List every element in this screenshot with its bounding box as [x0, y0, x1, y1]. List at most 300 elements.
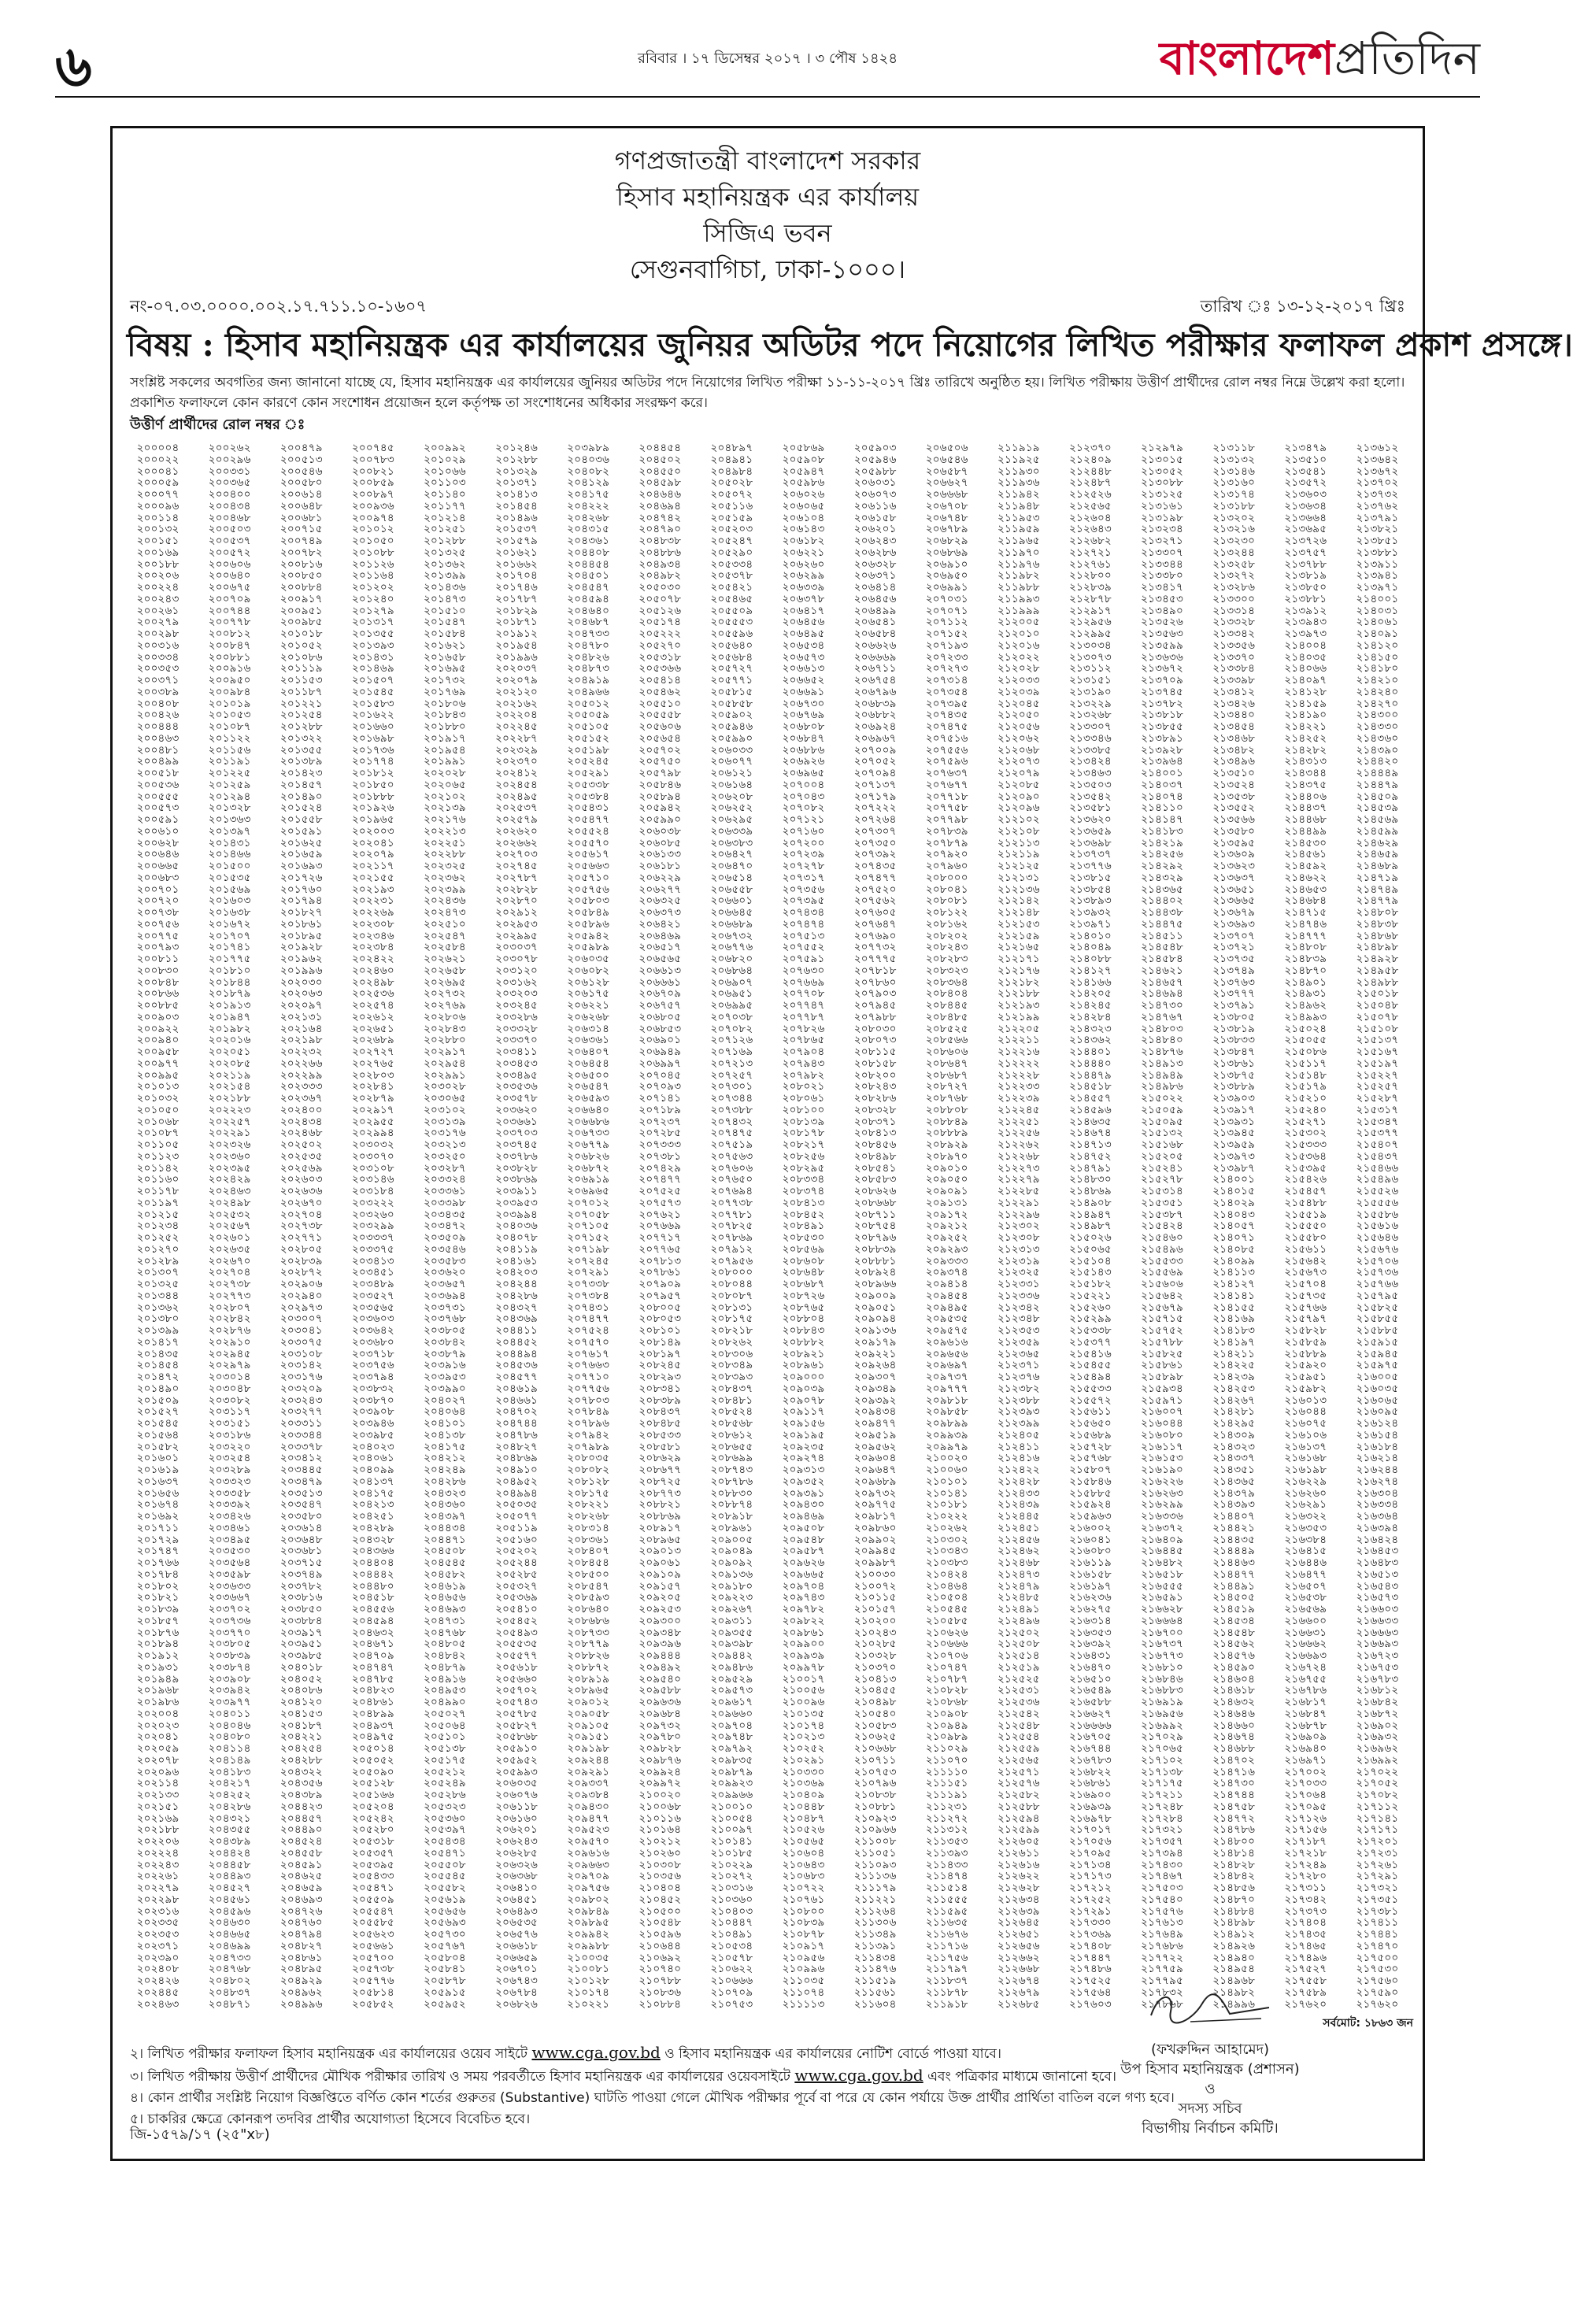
roll-number: ২০২৩৭১	[136, 1939, 180, 1952]
roll-number: ২১৩২২৯	[1069, 697, 1112, 710]
header-line-2: হিসাব মহানিয়ন্ত্রক এর কার্যালয়	[616, 182, 920, 212]
roll-number: ২১৩৯০৩	[1212, 1092, 1256, 1105]
roll-number: ২০১৩৪৪	[136, 1289, 180, 1302]
roll-number: ২১৪৩২৯	[1141, 871, 1183, 884]
roll-number: ২১৬৯৪০	[1284, 1742, 1327, 1755]
header-line-4: সেগুনবাগিচা, ঢাকা-১০০০।	[629, 254, 906, 284]
roll-number: ২১৭২৬১	[1356, 1858, 1399, 1871]
roll-number: ২০২৪৩৬	[424, 894, 466, 908]
roll-number: ২১৩৮৫০	[1284, 581, 1327, 594]
roll-number: ২০১২২৫	[208, 767, 251, 779]
roll-number: ২০২৯৪০	[279, 1289, 323, 1302]
roll-number: ২১২৫৪৮	[997, 1719, 1040, 1732]
roll-number: ২০৬২০৮	[710, 790, 753, 803]
roll-number: ২০৪১২০	[279, 1696, 323, 1708]
roll-number: ২০৯৫৩৫	[925, 1312, 968, 1326]
website-link-2[interactable]: www.cga.gov.bd	[794, 2066, 923, 2085]
roll-number: ২০৮৯৬৫	[638, 1533, 682, 1546]
roll-number: ২০৪৩৮৯	[279, 1789, 323, 1801]
roll-number: ২১৭৫২৫	[1069, 1974, 1112, 1987]
roll-number: ২০২৮০৭	[208, 1301, 251, 1314]
signature-icon	[1143, 1984, 1277, 2031]
roll-number: ২০৫৮৪১	[424, 1963, 466, 1976]
roll-number: ২০৭০৮২	[710, 1022, 753, 1035]
roll-number: ২১৪৬৫৭	[1141, 975, 1183, 989]
roll-number: ২০০১৮৮	[136, 557, 180, 571]
roll-number: ২০৬০৩৩	[710, 743, 753, 757]
roll-number: ২১২১০৮	[997, 824, 1040, 838]
newspaper-logo	[1160, 24, 1480, 100]
roll-number: ২১৭২১১	[1141, 1789, 1183, 1801]
roll-number: ২১২৬৩৪	[997, 1893, 1040, 1906]
roll-number: ২০৩৬৪২	[351, 1324, 394, 1337]
roll-number: ২০৯৮৭৬	[638, 1753, 682, 1767]
roll-number: ২০৫২০২	[495, 1545, 539, 1558]
roll-number: ২০৭৭৫৮	[925, 801, 968, 815]
roll-number: ২০৯৩৯৮	[710, 1638, 753, 1651]
roll-number: ২০১২৮৯	[136, 1254, 180, 1267]
roll-number: ২১০০৬০	[925, 1464, 968, 1476]
roll-number: ২০৭৪৩৪	[782, 906, 825, 919]
roll-number: ২১৪১৫৫	[1212, 1301, 1256, 1314]
roll-number: ২১৩৩১৪	[1212, 604, 1256, 617]
roll-number: ২১৩৩৮৫	[1069, 743, 1112, 757]
roll-number: ২০৬৫০০	[567, 1068, 610, 1082]
roll-number: ২০৩৭৪৯	[279, 1567, 323, 1581]
roll-number: ২০৪২১৩	[351, 1498, 394, 1512]
roll-number: ২০৪৯৭৫	[351, 1730, 394, 1744]
roll-number: ২১০৯৮৯	[925, 1730, 968, 1744]
roll-number: ২০৭২৪৫	[567, 1254, 610, 1267]
roll-number: ২১৫১০৪	[1069, 1254, 1112, 1267]
roll-number: ২১৭৪০৮	[1069, 1939, 1112, 1952]
roll-number: ২১০৫৪০	[853, 1707, 897, 1720]
roll-number: ২১৪২৭০	[1356, 697, 1399, 710]
roll-number: ২০৯১৩১	[925, 1196, 968, 1209]
roll-number: ২১৩৬৩৪	[1284, 499, 1327, 513]
roll-number: ২০৪৫৫৬	[351, 1603, 394, 1615]
roll-number: ২০৪৭০২	[495, 1405, 539, 1419]
roll-number: ২১৬৩৫৩	[1284, 1521, 1327, 1534]
roll-number: ২০৭০৩৮	[710, 1010, 753, 1023]
roll-number: ২০২৮৮০	[424, 1034, 466, 1047]
roll-number: ২১৬৪১৫	[1284, 1545, 1327, 1558]
roll-number: ২১২০৪৫	[997, 697, 1040, 710]
roll-number: ২০৩১৭৬	[424, 1127, 466, 1140]
roll-number: ২০৬৫৪৬	[925, 453, 968, 466]
roll-number: ২০২২৮৮	[424, 848, 466, 861]
roll-number: ২০৫৫৫৩	[710, 616, 753, 629]
roll-number: ২০৫৭৯৮	[638, 767, 682, 779]
roll-number: ২০১৯১২	[495, 627, 539, 640]
roll-number: ২০৪৪২৪	[208, 1846, 251, 1860]
roll-number: ২১২৩৩৬	[997, 1289, 1040, 1302]
roll-number: ২০৭২২২	[853, 801, 897, 815]
roll-number: ২০৫২৮০	[351, 1823, 394, 1837]
roll-number: ২০৬২৭৭	[638, 883, 682, 896]
roll-number: ২১৬৯৬২	[1356, 1742, 1399, 1755]
roll-number: ২০৫৪২১	[710, 581, 753, 594]
roll-number: ২০১২৭০	[136, 1242, 180, 1256]
roll-number: ২১২৫৮২	[997, 1789, 1040, 1801]
roll-number: ২০৯৮০২	[567, 1893, 610, 1906]
roll-number: ২০৯৩১৩	[782, 1464, 825, 1476]
roll-number: ২০৩৯৯৪	[495, 1208, 539, 1221]
roll-number: ২০৬৮৫৩	[638, 1022, 682, 1035]
roll-number: ২০০৬০৬	[208, 557, 251, 571]
roll-number: ২১৫৭৬৬	[1284, 1301, 1327, 1314]
roll-number: ২০৭৬৩০	[782, 964, 825, 977]
roll-number: ২০৩৮১৬	[279, 1591, 323, 1604]
roll-number: ২০৩১৪৬	[351, 1173, 394, 1186]
roll-number: ২০৩৫৮০	[279, 1510, 323, 1523]
page-number: ৬	[55, 32, 92, 99]
roll-number: ২০৬৩২৫	[638, 894, 682, 908]
roll-number: ২০৯৫৬২	[853, 1440, 897, 1453]
roll-number: ২০২৯৫৩	[495, 917, 539, 931]
roll-number: ২০৮০৭৩	[853, 1034, 897, 1047]
roll-number: ২০৭২৭৩	[925, 662, 968, 675]
roll-number: ২১৬৪৫৩	[1356, 1545, 1399, 1558]
roll-number: ২০৯৯৩৯	[925, 1428, 968, 1441]
roll-number: ২০১৮৭৯	[208, 987, 251, 1001]
roll-number: ২১৭৪৮৬	[1069, 1963, 1112, 1976]
roll-number: ২০২৩৬০	[208, 1149, 251, 1163]
roll-number: ২০৩৫৯৮	[208, 1567, 251, 1581]
signatory-title: উপ হিসাব মহানিয়ন্ত্রক (প্রশাসন)	[1120, 2061, 1300, 2078]
roll-number: ২০৬৭৩০	[782, 697, 825, 710]
roll-number: ২০৬৯৬৫	[567, 1185, 610, 1197]
roll-number: ২০৭৬৩৭	[925, 767, 968, 779]
roll-number: ২১৩১৭৪	[1212, 488, 1256, 501]
roll-number: ২১৩৬২০	[1069, 813, 1112, 826]
roll-number: ২১৪৯৮২	[1212, 1985, 1256, 1999]
roll-number: ২০০২৭৯	[136, 616, 180, 629]
roll-number: ২১৪৯৫৪	[1212, 1963, 1256, 1976]
roll-number: ২১০৪৫৫	[853, 1684, 897, 1697]
roll-number: ২০৬৪২১	[638, 917, 682, 931]
roll-number: ২০৭২০০	[782, 836, 825, 849]
roll-number: ২০৭৪৩১	[567, 1301, 610, 1314]
roll-number: ২১৭১২৬	[1284, 1811, 1327, 1825]
roll-number: ২০৫৮৭৮	[424, 1974, 466, 1987]
roll-number: ২১২২৫৬	[997, 1127, 1040, 1140]
roll-number: ২০৯০৪৯	[710, 1545, 753, 1558]
roll-number: ২১২৮৩৯	[1069, 581, 1112, 594]
roll-number: ২০৪৯৬২	[279, 1985, 323, 1999]
roll-number: ২১০২৬২	[925, 1521, 968, 1534]
roll-number: ২০৯৯০০	[782, 1638, 825, 1651]
roll-number: ২০৯৭৭৭	[925, 1382, 968, 1395]
roll-number: ২১৭১৪১	[1356, 1811, 1399, 1825]
roll-number: ২১৪৬৬০	[1212, 1719, 1256, 1732]
roll-number: ২০৬৪৭০	[710, 860, 753, 872]
roll-number: ২০১৩২৫	[424, 546, 466, 559]
roll-number: ২০১০৬৬	[424, 464, 466, 478]
roll-number: ২০৪৫৯৮	[638, 476, 682, 490]
roll-number: ২০৪৬১৯	[424, 1579, 466, 1593]
roll-number: ২১৬২২৯	[1284, 1475, 1327, 1488]
roll-number: ২০১৬২১	[424, 638, 466, 652]
roll-number: ২১২৯১৭	[1069, 604, 1112, 617]
roll-number: ২০৩২০৩	[495, 987, 539, 1001]
roll-number: ২০৬৬৫২	[782, 674, 825, 686]
roll-number: ২১২০১৬	[997, 638, 1040, 652]
note-5: ৫। চাকরির ক্ষেত্রে কোনরূপ তদবির প্রার্থীর অযোগ্যতা হিসেবে বিবেচিত হবে।	[130, 2111, 531, 2127]
roll-number: ২০৩৪৯৫	[208, 1533, 251, 1546]
roll-number: ২০৬৭৪৩	[495, 1974, 539, 1987]
roll-column	[122, 442, 194, 2019]
roll-number: ২০৭৬৬৩	[567, 1359, 610, 1372]
roll-number: ২০৩০৭০	[351, 1149, 394, 1163]
roll-number: ২১৪৮৭৬	[1141, 1045, 1183, 1058]
roll-number: ২০৫৫৭০	[567, 836, 610, 849]
roll-number: ২০১১৯৭	[136, 1196, 180, 1209]
roll-number: ২০৯১৭২	[925, 1208, 968, 1221]
roll-number: ২০৪৭৪৪	[495, 1417, 539, 1430]
roll-number: ২০৯৫৮৭	[782, 1545, 825, 1558]
roll-number: ২০৪১৭৫	[567, 488, 610, 501]
roll-number: ২১৪০৩৫	[1284, 650, 1327, 664]
roll-number: ২১৬৫৩৮	[1284, 1591, 1327, 1604]
roll-number: ২১৪৭৭২	[1212, 1811, 1256, 1825]
roll-number: ২০৩৫৪৭	[279, 1498, 323, 1512]
note-4: ৪। কোন প্রার্থীর সংশ্লিষ্ট নিয়োগ বিজ্ঞপ্তিতে বর্ণিত কোন শর্তের গুরুতর (Substantive) ঘাটতি পাওয়া গেলে মৌখিক পরীক্ষার পূর্বে বা পরে যে কোন পর্যায়ে উক্ত প্রার্থীর প্রার্থিতা বাতিল বলে গণ্য হবে।	[130, 2090, 1175, 2106]
roll-number: ২১৭০৯৫	[1284, 1800, 1327, 1813]
roll-number: ২১২০৩৩	[997, 674, 1040, 686]
roll-number: ২০৩৬২০	[495, 1103, 539, 1116]
roll-number: ২০২০৬৫	[424, 778, 466, 791]
roll-number: ২০৯৬১৬	[567, 1846, 610, 1860]
roll-number: ২০৪০৬৪	[424, 1405, 466, 1419]
roll-number: ২১১০৩৫	[782, 1974, 825, 1987]
roll-number: ২০২২৪৫	[495, 720, 539, 733]
roll-number: ২০৬১৮২	[782, 535, 825, 547]
roll-number: ২০৮২৪৩	[853, 1080, 897, 1094]
roll-number: ২০৫৭৮৫	[495, 1707, 539, 1720]
roll-number: ২০২৯৫৪	[424, 1057, 466, 1070]
roll-number: ২০১৬২২	[351, 709, 394, 722]
roll-number: ২০১৮৫৭	[136, 1614, 180, 1627]
roll-number: ২০১১৭৮	[136, 1185, 180, 1197]
roll-number: ২০২৩২৬	[208, 1138, 251, 1151]
roll-number: ২০৫১১৯	[495, 1521, 538, 1534]
roll-number: ২১০৫৮৩	[853, 1719, 897, 1732]
roll-number: ২০৩০৭৫	[279, 1335, 323, 1349]
roll-number: ২১০২৮৫	[853, 1638, 897, 1651]
roll-number: ২১৬৩২২	[1284, 1510, 1327, 1523]
roll-number: ২১৩৩০৭	[1141, 546, 1184, 559]
roll-number: ২১০৩১৬	[710, 1882, 753, 1894]
roll-number: ২০৫৯৯৩	[495, 1765, 539, 1778]
roll-number: ২০৪২২২	[567, 499, 610, 513]
roll-number: ২১৩৭২১	[1212, 941, 1256, 954]
roll-number: ২০৯৩৭৪	[925, 1266, 968, 1279]
roll-number: ২০২৮০৬	[424, 1010, 466, 1023]
roll-number: ২০৭৫৯১	[782, 953, 825, 965]
roll-number: ২০১৩২২	[279, 731, 323, 745]
roll-number: ২১০৪৫২	[638, 1893, 682, 1906]
roll-number: ২০৭৮০৩	[567, 1393, 610, 1407]
roll-number: ২০৮২৪৩	[925, 941, 968, 954]
roll-number: ২০১৮৬১	[279, 917, 323, 931]
roll-number: ২১৫২০৫	[1141, 1149, 1183, 1163]
roll-number: ২০৬৯৫১	[710, 987, 753, 1001]
roll-number: ২০৩৭১৮	[351, 1347, 394, 1360]
roll-number: ২১৩৯৬৪	[1141, 755, 1183, 768]
roll-number: ২০১৭২৬	[279, 871, 323, 884]
roll-number: ২০৪৩২১	[208, 1811, 251, 1825]
roll-number: ২০৮৬৫৫	[710, 1440, 753, 1453]
roll-number: ২০৫১২৮	[351, 1777, 394, 1790]
roll-number: ২১০৮৮৪	[638, 1997, 682, 2011]
roll-number: ২১৬৫৯১	[1141, 1591, 1183, 1604]
roll-number: ২১০০৯৬	[782, 1696, 825, 1708]
roll-number: ২১৫৬৪২	[1284, 1254, 1327, 1267]
roll-number: ২১৫৩১৪	[1141, 1185, 1183, 1197]
roll-number: ২০৭০৪৫	[638, 1068, 682, 1082]
roll-number: ২০৯১৮০	[710, 1579, 753, 1593]
roll-number: ২০৫৯৪৬	[710, 720, 753, 733]
roll-number: ২০১৩৬৩	[208, 813, 251, 826]
roll-number: ২১০৬০৪	[782, 1846, 825, 1860]
roll-number: ২০১৫২৪	[279, 801, 323, 815]
website-link[interactable]: www.cga.gov.bd	[531, 2043, 661, 2062]
roll-number: ২০২৯৯১	[424, 1068, 466, 1082]
roll-number: ২১৬৫০৭	[1284, 1579, 1327, 1593]
roll-number: ২১৩৬৭৯	[1212, 906, 1256, 919]
roll-number: ২০২৪১২	[495, 767, 539, 779]
roll-number: ২০৭১৪১	[638, 1092, 682, 1105]
roll-number: ২১২১৮২	[997, 975, 1040, 989]
roll-number: ২০৪২৬৮	[567, 511, 610, 524]
roll-number: ২০১৭৩৬	[351, 743, 394, 757]
masthead	[55, 24, 1480, 99]
roll-number: ২০০৮৮৪	[279, 581, 323, 594]
masthead-rule	[55, 96, 1480, 98]
roll-number: ২০৬৭৫৪	[853, 674, 897, 686]
roll-number: ২১৫৯২৪	[1069, 1498, 1112, 1512]
roll-number: ২০৯৪৯৫	[925, 1301, 968, 1314]
roll-number: ২০৭১৬০	[782, 824, 825, 838]
roll-number: ২১৫৮৮৫	[1356, 1324, 1399, 1337]
roll-number: ২১৪০৩৭	[1141, 778, 1183, 791]
roll-number: ২০৮৪৯৮	[853, 1149, 897, 1163]
roll-number: ২০৫৯৫২	[495, 1753, 539, 1767]
roll-number: ২১১৯৩০	[997, 464, 1040, 478]
roll-number: ২০৫০৫৯	[567, 709, 610, 722]
roll-number: ২০৯০৬১	[638, 1556, 682, 1569]
roll-number: ২০৭২৬৪	[853, 813, 897, 826]
roll-number: ২১৭৫৬৪	[1069, 1985, 1112, 1999]
roll-number: ২১১২২১	[853, 1893, 897, 1906]
roll-number: ২০০২৪৩	[136, 592, 180, 605]
roll-number: ২০৫২০৩	[710, 523, 753, 536]
roll-number: ২১৩৯৩১	[1212, 1115, 1256, 1128]
roll-number: ২০৪৭৬০	[279, 1916, 323, 1930]
roll-number: ২০৬৭৩৩	[567, 1127, 610, 1140]
roll-number: ২১৪১৫৯	[1284, 697, 1327, 710]
roll-number: ২১৭০২৯	[1141, 1730, 1183, 1744]
roll-number: ২০৫৯৫২	[424, 1997, 466, 2011]
roll-number: ২০৩৫৭৮	[495, 1092, 539, 1105]
roll-number: ২১০০২০	[638, 1789, 682, 1801]
roll-number: ২১২১১৩	[997, 836, 1040, 849]
roll-number: ২১৫১৩৭	[1356, 1034, 1399, 1047]
roll-number: ২১১৬০৪	[853, 1997, 897, 2011]
roll-number: ২১৪৮৬৯	[1069, 1185, 1112, 1197]
roll-number: ২১৩৮৩৩	[1212, 1034, 1256, 1047]
roll-number: ২১২১৪৮	[997, 906, 1040, 919]
roll-number: ২০১৫৪৫	[351, 685, 394, 698]
roll-number: ২১৫১৬৭	[1356, 1045, 1399, 1058]
roll-number: ২১৭০৫৬	[1069, 1835, 1112, 1848]
roll-number: ২০৫৫৯৬	[710, 627, 753, 640]
roll-number: ২০৬৬১৩	[638, 964, 682, 977]
roll-number: ২০০৯৫১	[279, 604, 323, 617]
roll-number: ২০১৫৮৪	[424, 627, 466, 640]
roll-number: ২০৩৪১২	[279, 1452, 323, 1465]
roll-number: ২১১৪৩৩	[925, 1858, 968, 1871]
roll-number: ২০৮৮৩০	[710, 1486, 753, 1500]
roll-number: ২০৪৫৯৪	[351, 1614, 394, 1627]
roll-number: ২০৫৬৫৬	[424, 1904, 466, 1918]
roll-number: ২১৫৮২৮	[1284, 1324, 1327, 1337]
roll-number: ২১৪৩৩০	[1356, 720, 1399, 733]
roll-number: ২১৪৩৬০	[1356, 731, 1399, 745]
roll-number: ২০২২৫৭	[208, 1115, 251, 1128]
roll-number: ২০৮৮৭৪	[710, 1498, 753, 1512]
roll-number: ২০৮৪১৩	[853, 1127, 897, 1140]
roll-number: ২১৬৫৪৩	[1356, 1579, 1399, 1593]
roll-number: ২০২৩৪৬	[351, 929, 394, 942]
roll-number: ২০৫৩২৭	[495, 1579, 539, 1593]
roll-number: ২১১৯৯৯	[997, 604, 1040, 617]
roll-number: ২০৬৫৪৭	[567, 1080, 610, 1094]
roll-number: ২১০০৫৪	[710, 1811, 753, 1825]
roll-number: ২১৭০৩৩	[1284, 1777, 1327, 1790]
roll-number: ২০৩৮০৫	[424, 1324, 466, 1337]
roll-number: ২০৩২০৯	[279, 1382, 323, 1395]
roll-number: ২০৪৮৮৬	[638, 546, 682, 559]
roll-number: ২১৬০৮০	[1141, 1428, 1183, 1441]
roll-number: ২০১৪৭২	[136, 1371, 180, 1383]
roll-number: ২০৫৪৬৫	[710, 592, 753, 605]
roll-number: ২১৫৪৮৮	[1284, 1196, 1327, 1209]
roll-number: ২১১১৩৬	[853, 1870, 897, 1883]
roll-number: ২১০৩৬০	[710, 1893, 753, 1906]
roll-number: ২১৬৩৯২	[1069, 1638, 1112, 1651]
roll-number: ২১২৮০০	[1069, 569, 1112, 583]
roll-number: ২১০২৭২	[710, 1870, 753, 1883]
roll-number: ২১০২৫২	[782, 1742, 825, 1755]
roll-number: ২০৪৭৮৫	[351, 1672, 394, 1686]
roll-number: ২০৬৩৭১	[853, 569, 897, 583]
roll-number: ২০৫৩৬৯	[495, 1591, 539, 1604]
roll-number: ২১২৩৮৮	[997, 1393, 1040, 1407]
roll-column	[194, 442, 265, 2019]
roll-number: ২০৩৯৫৩	[424, 1371, 466, 1383]
roll-number: ২১৪৫৬১	[1284, 848, 1327, 861]
roll-number: ২১৩৫৩৮	[1212, 790, 1256, 803]
roll-number: ২০৪৬৫৯	[279, 1882, 323, 1894]
roll-number: ২০৯৭৭৫	[853, 1498, 897, 1512]
roll-number: ২১৫২২১	[1069, 1289, 1112, 1302]
roll-number: ২০৮০০০	[925, 871, 968, 884]
roll-number: ২০১৭৮৪	[136, 1567, 180, 1581]
roll-number: ২০২৫৪৭	[424, 929, 466, 942]
roll-number: ২০৩৬৯৪	[424, 1289, 466, 1302]
